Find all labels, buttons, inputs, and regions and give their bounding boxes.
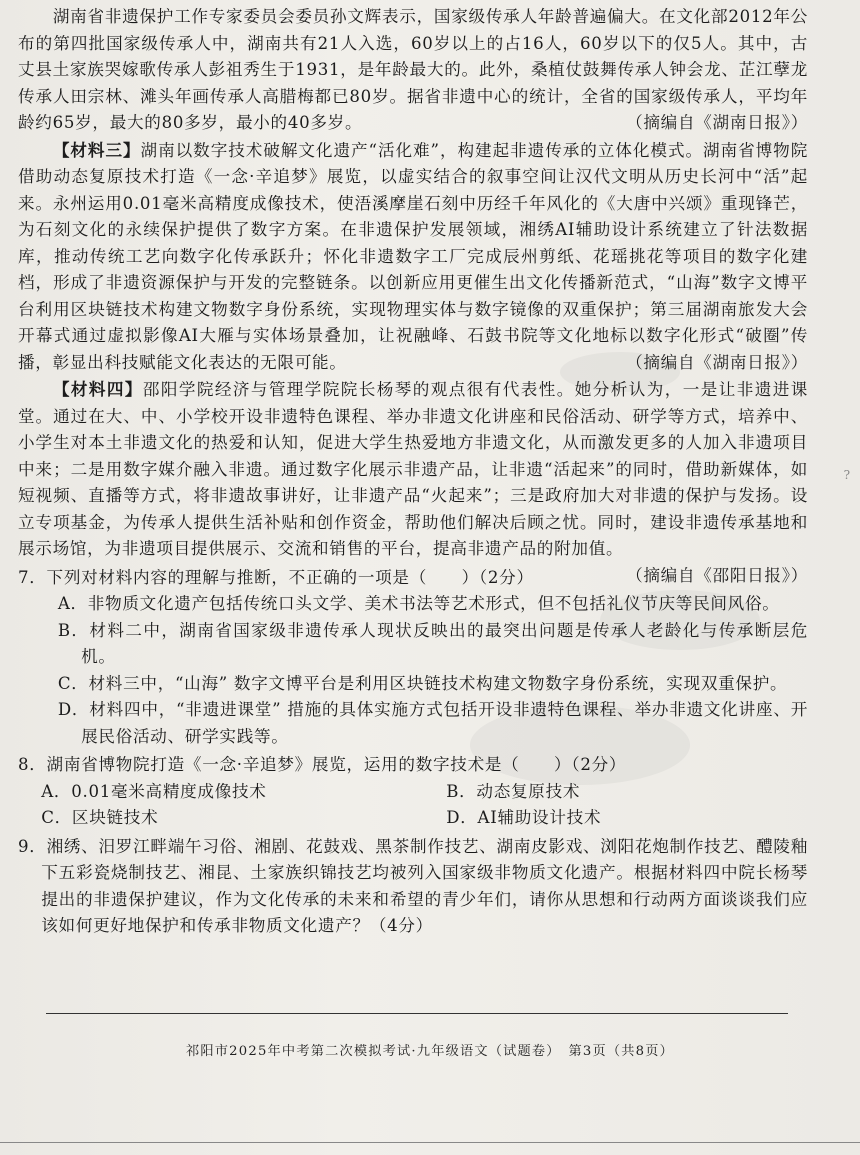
- margin-mark: ?: [843, 468, 850, 482]
- paragraph-source: （摘编自《邵阳日报》）: [626, 565, 808, 585]
- paragraph-text: 邵阳学院经济与管理学院院长杨琴的观点很有代表性。她分析认为，一是让非遗进课堂。通过在大、中、小学校开设非遗特色课程、举办非遗文化讲座和民俗活动、研学等方式，培养中、小学生对本土非遗文化的热爱和认知，促进大学生热爱地方非遗文化，从而激发更多的人加入非遗项目中来；二是用数字媒介融入非遗。通过数字化展示非遗产品，让非遗“活起来”的同时，借助新媒体，如短视频、直播等方式，将非遗故事讲好，让非遗产品“火起来”；三是政府加大对非遗的保护与发扬。设立专项基金，为传承人提供生活补贴和创作资金，帮助他们解决后顾之忧。同时，建设非遗传承基地和展示场馆，为非遗项目提供展示、交流和销售的平台，提高非遗产品的附加值。: [18, 380, 808, 558]
- scan-edge-line: [0, 1142, 860, 1143]
- question-7-option-d[interactable]: D．材料四中，“非遗进课堂” 措施的具体实施方式包括开设非遗特色课程、举办非遗文化讲座、开展民俗活动、研学实践等。: [57, 700, 808, 746]
- question-7-stem: 7．下列对材料内容的理解与推断，不正确的一项是（ ）（2分）: [18, 567, 534, 587]
- question-8-options-row-1: [18, 779, 808, 806]
- question-8-stem: 8．湖南省博物院打造《一念·辛追梦》展览，运用的数字技术是（ ）（2分）: [18, 755, 627, 774]
- question-8-options-row-2: [18, 805, 808, 832]
- paragraph-text: 湖南以数字技术破解文化遗产“活化难”，构建起非遗传承的立体化模式。湖南省博物院借助动态复原技术打造《一念·辛追梦》展览，以虚实结合的叙事空间让汉代文明从历史长河中“活”起来。永州运用0.01毫米高精度成像技术，使浯溪摩崖石刻中历经千年风化的《大唐中兴颂》重现锋芒，为石刻文化的永续保护提供了数字方案。在非遗保护发展领域，湘绣AI辅助设计系统建立了针法数据库，推动传统工艺向数字化传承跃升；怀化非遗数字工厂完成辰州剪纸、花瑶挑花等项目的数字化建档，形成了非遗资源保护与开发的完整链条。以创新应用更催生出文化传播新范式，“山海”数字文博平台利用区块链技术构建文物数字身份系统，实现物理实体与数字镜像的双重保护；第三届湖南旅发大会开幕式通过虚拟影像AI大雁与实体场景叠加，让祝融峰、石鼓书院等文化地标以数字化形式“破圈”传播，彰显出科技赋能文化表达的无限可能。: [18, 140, 809, 372]
- question-7-option-b[interactable]: B．材料二中，湖南省国家级非遗传承人现状反映出的最突出问题是传承人老龄化与传承断层危机。: [57, 620, 808, 666]
- question-9-stem: 9．湘绣、汨罗江畔端午习俗、湘剧、花鼓戏、黑茶制作技艺、湖南皮影戏、浏阳花炮制作技艺、醴陵釉下五彩瓷烧制技艺、湘昆、土家族织锦技艺均被列入国家级非物质文化遗产。根据材料四中院长杨琴提出的非遗保护建议，作为文化传承的未来和希望的青少年们，请你从思想和行动两方面谈谈我们应该如何更好地保护和传承非物质文化遗产？（4分）: [18, 836, 808, 935]
- paragraph-text: 湖南省非遗保护工作专家委员会委员孙文辉表示，国家级传承人年龄普遍偏大。在文化部2012年公布的第四批国家级传承人中，湖南共有21人入选，60岁以上的占16人，60岁以下的仅5人。其中，古丈县土家族哭嫁歌传承人彭祖秀生于1931，是年龄最大的。此外，桑植仗鼓舞传承人钟会龙、芷江孽龙传承人田宗林、滩头年画传承人高腊梅都已80岁。据省非遗中心的统计，全省的国家级传承人，平均年龄约65岁，最大的80多岁，最小的40多岁。: [18, 7, 808, 132]
- question-8-option-a[interactable]: A．0.01毫米高精度成像技术: [41, 781, 267, 801]
- page-footer: 祁阳市2025年中考第二次模拟考试·九年级语文（试题卷） 第3页（共8页）: [186, 1044, 674, 1059]
- material-two-paragraph: [18, 4, 808, 137]
- question-8-option-c[interactable]: C．区块链技术: [41, 808, 159, 827]
- question-7-option-c[interactable]: C．材料三中，“山海” 数字文博平台是利用区块链技术构建文物数字身份系统，实现双重保护。: [57, 673, 788, 693]
- question-8-option-d[interactable]: D．AI辅助设计技术: [446, 808, 602, 827]
- question-7-option-a[interactable]: A．非物质文化遗产包括传统口头文学、美术书法等艺术形式，但不包括礼仪节庆等民间风俗。: [57, 594, 780, 613]
- paragraph-source: （摘编自《湖南日报》）: [626, 113, 808, 132]
- paragraph-source: （摘编自《湖南日报》）: [626, 352, 808, 372]
- material-tag: 【材料三】: [52, 139, 141, 160]
- material-tag: 【材料四】: [52, 379, 143, 399]
- material-three-paragraph: [18, 137, 808, 377]
- question-8-option-b[interactable]: B．动态复原技术: [446, 781, 581, 801]
- exam-content: [18, 4, 808, 940]
- footer-divider: [46, 1013, 788, 1014]
